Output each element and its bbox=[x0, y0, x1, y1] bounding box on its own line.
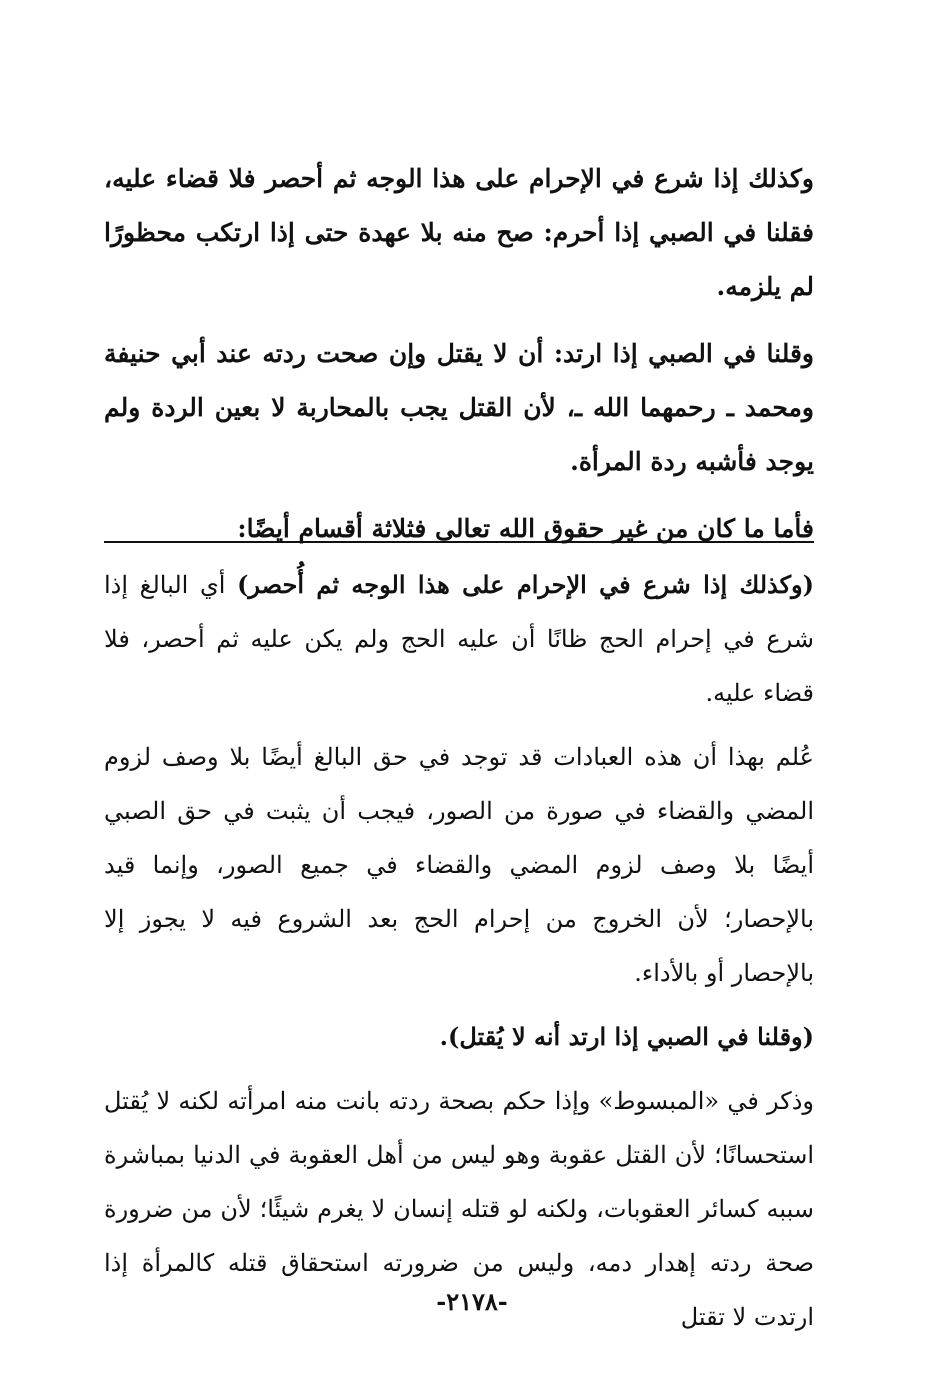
page-number: -٢١٧٨- bbox=[436, 1287, 508, 1316]
main-text bbox=[104, 152, 814, 556]
main-paragraph-1: وكذلك إذا شرع في الإحرام على هذا الوجه ثم أحصر فلا قضاء عليه، فقلنا في الصبي إذا أحرم: صح منه بلا عهدة حتى إذا ارتكب محظورًا لم يلزمه. bbox=[104, 164, 814, 301]
main-paragraph-3: فأما ما كان من غير حقوق الله تعالى فثلاثة أقسام أيضًا: bbox=[237, 514, 814, 543]
commentary-text bbox=[104, 558, 814, 1344]
commentary-paragraph-2: عُلم بهذا أن هذه العبادات قد توجد في حق البالغ أيضًا بلا وصف لزوم المضي والقضاء في صورة من الصور، فيجب أن يثبت في حق الصبي أيضًا بلا وصف لزوم المضي والقضاء في جميع الصور، وإنما قيد بالإحصار؛ لأن الخروج من إحرام الحج بعد الشروع فيه لا يجوز إلا بالإحصار أو بالأداء. bbox=[104, 743, 814, 987]
commentary-paragraph-4: وذكر في «المبسوط» وإذا حكم بصحة ردته بانت منه امرأته لكنه لا يُقتل استحسانًا؛ لأن القتل عقوبة وهو ليس من أهل العقوبة في الدنيا بمباشرة سببه كسائر العقوبات، ولكنه لو قتله إنسان لا يغرم شيئًا؛ لأن من ضرورة صحة ردته إهدار دمه، وليس من ضرورته استحقاق قتله كالمرأة إذا ارتدت لا تقتل bbox=[104, 1087, 815, 1331]
commentary-quote-1: (وكذلك إذا شرع في الإحرام على هذا الوجه ثم أُحصر) bbox=[237, 570, 815, 599]
commentary-quote-2: (وقلنا في الصبي إذا ارتد أنه لا يُقتل). bbox=[439, 1022, 814, 1051]
footnote-divider bbox=[104, 541, 814, 543]
commentary-paragraph-1 bbox=[104, 558, 814, 720]
commentary-explanation-1: أي البالغ إذا شرع في إحرام الحج ظانًا أن عليه الحج ولم يكن عليه ثم أحصر، فلا قضاء عليه. bbox=[104, 571, 814, 707]
main-paragraph-2: وقلنا في الصبي إذا ارتد: أن لا يقتل وإن صحت ردته عند أبي حنيفة ومحمد ـ رحمهما الله ـ، لأن القتل يجب بالمحاربة لا بعين الردة ولم يوجد فأشبه ردة المرأة. bbox=[104, 339, 814, 476]
